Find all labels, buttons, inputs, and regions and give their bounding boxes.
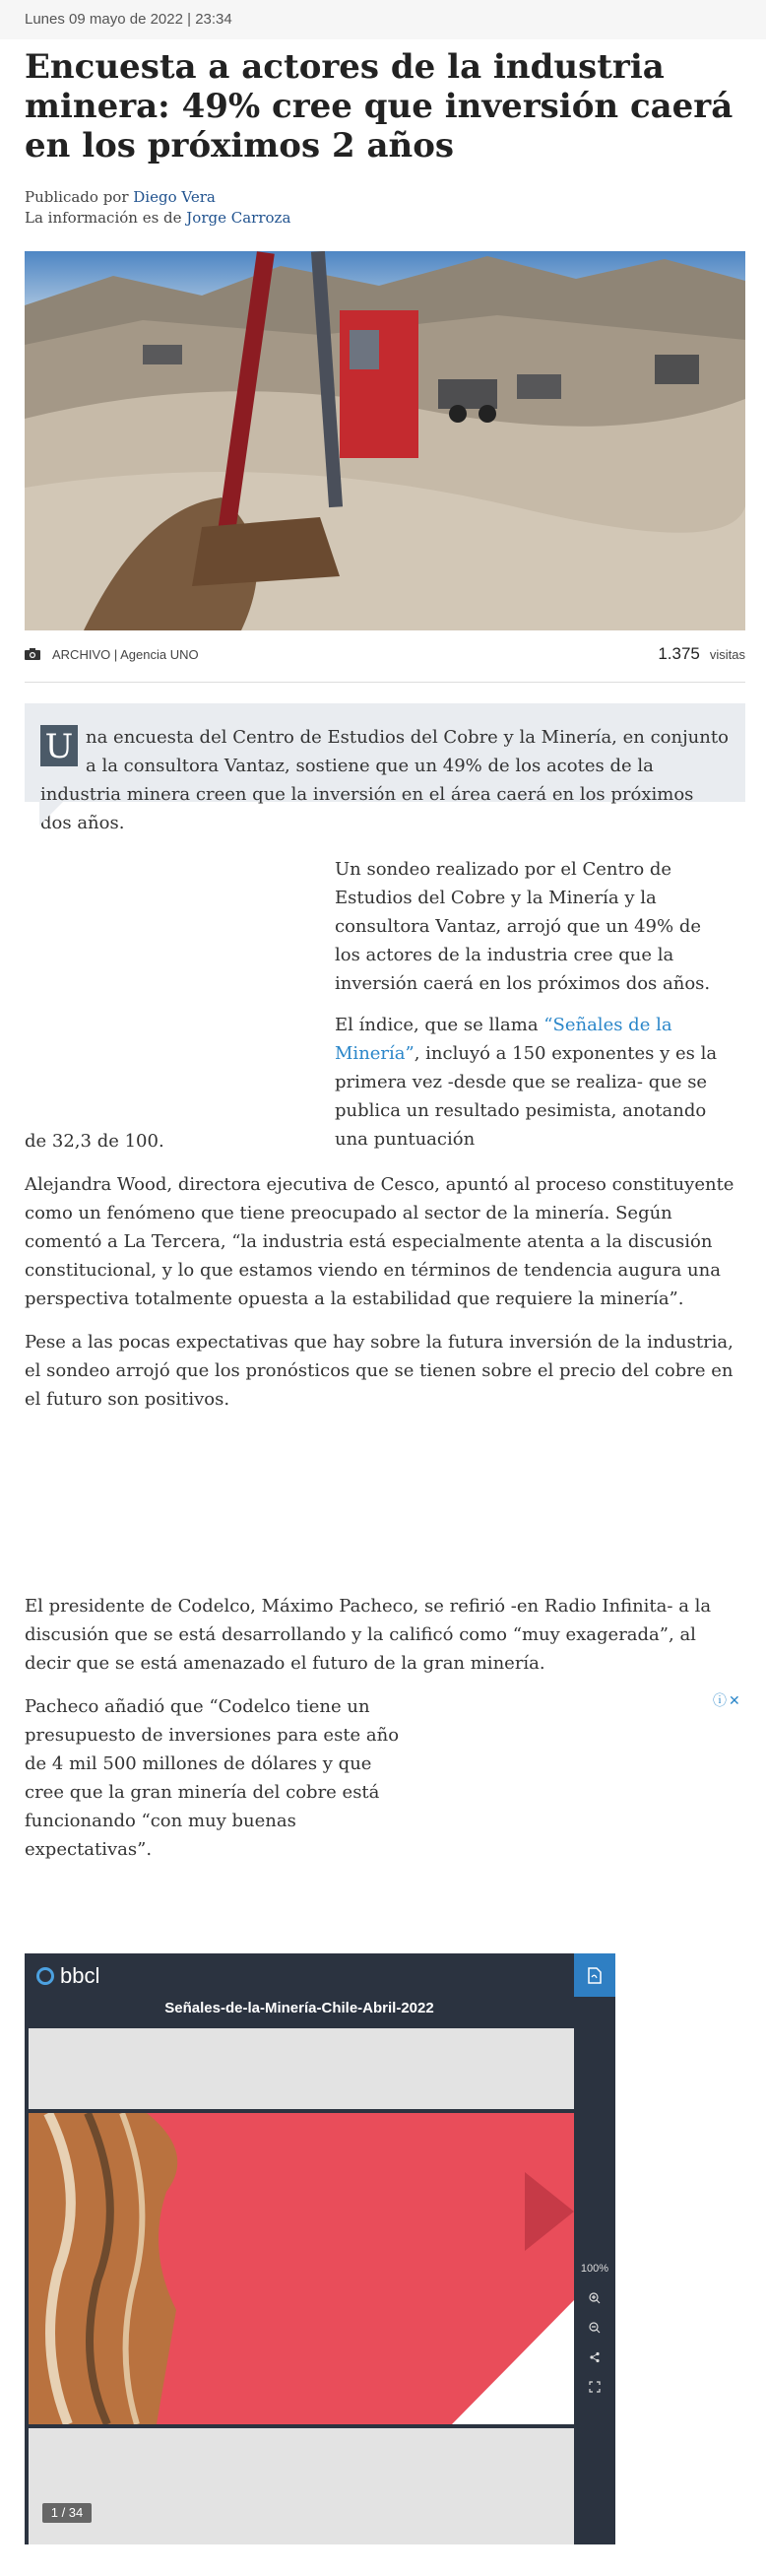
zoom-level: 100% — [580, 2263, 609, 2275]
article-photo — [25, 251, 745, 630]
photo-caption-row — [25, 642, 745, 670]
zoom-out-button[interactable] — [574, 2322, 615, 2337]
paragraph-2-end: de 32,3 de 100. — [25, 1131, 164, 1152]
fullscreen-icon — [589, 2381, 601, 2393]
page-indicator: 1 / 34 — [42, 2503, 92, 2523]
paragraph-1: Un sondeo realizado por el Centro de Estudios del Cobre y la Minería y la consultora Vantaz, arrojó que un 49% de los actores de la industria cree que la inversión caerá en los próximos dos años. — [335, 859, 711, 994]
visits-label: visitas — [709, 647, 745, 662]
lede-box — [25, 703, 745, 833]
pdf-viewer — [25, 1953, 615, 2544]
share-icon — [589, 2351, 601, 2363]
byline-prefix: Publicado por — [25, 188, 134, 206]
lede-pointer — [39, 802, 63, 826]
paragraph-4: Pese a las pocas expectativas que hay sobre la futura inversión de la industria, el sondeo arrojó que los pronósticos que se tienen sobre el precio del cobre en el futuro son positivos. — [25, 1332, 734, 1410]
pdf-page-current — [29, 2113, 574, 2424]
divider — [25, 682, 745, 683]
visits-count: 1.375 — [658, 644, 700, 663]
pdf-page-previous — [29, 2028, 574, 2109]
viewer-toolbar — [25, 1953, 574, 1997]
zoom-out-icon — [589, 2322, 601, 2334]
dropcap: U — [40, 725, 78, 766]
document-title: Señales-de-la-Minería-Chile-Abril-2022 — [164, 2000, 434, 2016]
paragraph-6: Pacheco añadió que “Codelco tiene un presupuesto de inversiones para este año de 4 mil 500 millones de dólares y que cree que la gran minería del cobre está funcionando “con muy buenas expectativas”. — [25, 1696, 400, 1860]
pdf-download-button[interactable] — [574, 1953, 615, 1997]
fullscreen-button[interactable] — [574, 2381, 615, 2396]
pdf-page-next — [29, 2428, 574, 2544]
byline — [25, 187, 290, 229]
pdf-file-icon — [588, 1967, 602, 1984]
photo-caption: ARCHIVO | Agencia UNO — [52, 647, 199, 662]
zoom-in-icon — [589, 2292, 601, 2304]
senales-link[interactable]: “Señales de la Minería” — [335, 1015, 672, 1064]
bbcl-logo-icon — [36, 1967, 54, 1985]
article-title: Encuesta a actores de la industria minera: 49% cree que inversión caerá en los próximos 2 años — [25, 47, 734, 165]
source-prefix: La información es de — [25, 209, 187, 227]
camera-icon — [25, 648, 40, 660]
source-link[interactable]: Jorge Carroza — [186, 209, 291, 227]
paragraph-5: El presidente de Codelco, Máximo Pacheco, se refirió -en Radio Infinita- a la discusión que se está desarrollando y la calificó como “muy exagerada”, al decir que se está amenazado el futuro de la gran minería. — [25, 1596, 712, 1674]
viewer-side-controls — [574, 1997, 615, 2544]
visits-counter — [658, 644, 745, 664]
ad-choices-close[interactable]: ⓘ✕ — [713, 1692, 742, 1708]
author-link[interactable]: Diego Vera — [133, 188, 216, 206]
zoom-in-button[interactable] — [574, 2292, 615, 2307]
dateline: Lunes 09 mayo de 2022 | 23:34 — [0, 0, 766, 39]
paragraph-2-mid: , incluyó a 150 exponentes y es la primera vez -desde que se realiza- que se publica un resultado pesimista, anotando una puntuación — [335, 1043, 718, 1150]
paragraph-2-start: El índice, que se llama — [335, 1015, 544, 1035]
viewer-logo-text: bbcl — [60, 1963, 100, 1988]
share-button[interactable] — [574, 2351, 615, 2366]
paragraph-3: Alejandra Wood, directora ejecutiva de Cesco, apuntó al proceso constituyente como un fenómeno que tiene preocupado al sector de la minería. Según comentó a La Tercera, “la industria está especialmente atenta a la discusión constitucional, y lo que estamos viendo en términos de tendencia augura una perspectiva totalmente opuesta a la estabilidad que requiere la minería”. — [25, 1174, 734, 1309]
viewer-logo — [36, 1963, 99, 1989]
lede-text: na encuesta del Centro de Estudios del Cobre y la Minería, en conjunto a la consultora Vantaz, sostiene que un 49% de los acotes de la industria minera creen que la inversión en el área caerá en los próximos dos años. — [40, 727, 729, 833]
